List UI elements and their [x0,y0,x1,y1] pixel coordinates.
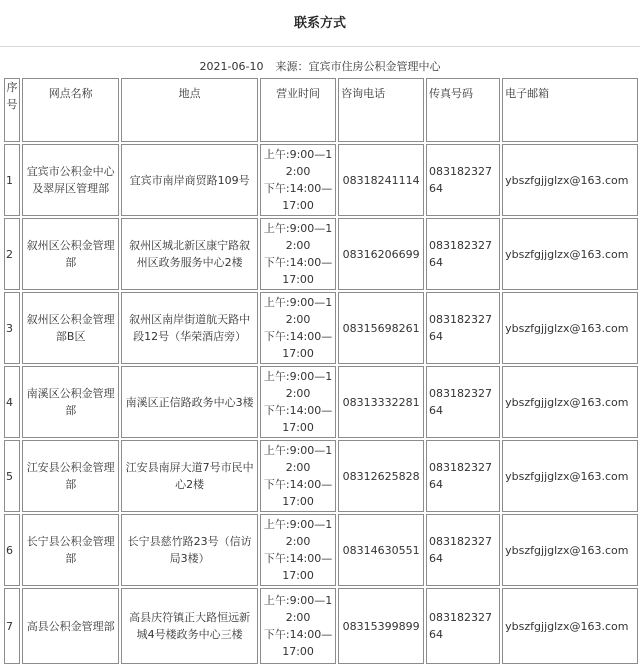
hours-morning: 上午:9:00—12:00 [263,594,333,624]
title-divider [0,46,640,47]
row-address: 宜宾市南岸商贸路109号 [121,144,258,216]
table-row [4,440,638,512]
row-fax: 08318232764 [426,366,500,438]
row-idx: 1 [4,144,20,216]
row-name: 高县公积金管理部 [22,588,119,664]
row-phone: 08315698261 [338,292,424,364]
row-name: 叙州区公积金管理部B区 [22,292,119,364]
row-name: 宜宾市公积金中心及翠屏区管理部 [22,144,119,216]
hours-morning: 上午:9:00—12:00 [263,370,333,400]
row-idx: 7 [4,588,20,664]
row-email: ybszfgjjglzx@163.com [502,218,638,290]
hours-afternoon: 下午:14:00—17:00 [263,256,333,286]
row-address: 高县庆符镇正大路恒远新城4号楼政务中心三楼 [121,588,258,664]
row-email: ybszfgjjglzx@163.com [502,588,638,664]
hours-afternoon: 下午:14:00—17:00 [263,552,333,582]
row-hours [260,144,336,216]
row-address: 江安县南屏大道7号市民中心2楼 [121,440,258,512]
row-fax: 08318232764 [426,218,500,290]
row-hours [260,440,336,512]
row-fax: 08318232764 [426,440,500,512]
publish-date: 2021-06-10 [199,60,264,73]
row-fax: 08318232764 [426,292,500,364]
row-idx: 5 [4,440,20,512]
row-phone: 08316206699 [338,218,424,290]
header-idx: 序号 [4,78,20,142]
hours-afternoon: 下午:14:00—17:00 [263,628,333,658]
row-email: ybszfgjjglzx@163.com [502,292,638,364]
row-phone: 08312625828 [338,440,424,512]
header-name: 网点名称 [22,78,119,142]
table-row [4,588,638,664]
row-email: ybszfgjjglzx@163.com [502,440,638,512]
row-name: 南溪区公积金管理部 [22,366,119,438]
hours-morning: 上午:9:00—12:00 [263,296,333,326]
row-idx: 3 [4,292,20,364]
row-fax: 08318232764 [426,514,500,586]
hours-morning: 上午:9:00—12:00 [263,518,333,548]
row-idx: 2 [4,218,20,290]
header-email: 电子邮箱 [502,78,638,142]
row-address: 叙州区城北新区康宁路叙州区政务服务中心2楼 [121,218,258,290]
row-email: ybszfgjjglzx@163.com [502,514,638,586]
row-phone: 08313332281 [338,366,424,438]
table-row [4,292,638,364]
table-header-row [4,78,638,142]
contact-table [2,76,640,666]
row-idx: 6 [4,514,20,586]
row-address: 南溪区正信路政务中心3楼 [121,366,258,438]
table-row [4,218,638,290]
row-hours [260,514,336,586]
row-email: ybszfgjjglzx@163.com [502,366,638,438]
row-email: ybszfgjjglzx@163.com [502,144,638,216]
row-phone: 08315399899 [338,588,424,664]
row-hours [260,366,336,438]
row-hours [260,292,336,364]
article-meta [0,58,640,74]
row-fax: 08318232764 [426,588,500,664]
table-row [4,514,638,586]
row-phone: 08318241114 [338,144,424,216]
hours-morning: 上午:9:00—12:00 [263,148,333,178]
hours-morning: 上午:9:00—12:00 [263,222,333,252]
row-hours [260,588,336,664]
hours-afternoon: 下午:14:00—17:00 [263,182,333,212]
hours-afternoon: 下午:14:00—17:00 [263,478,333,508]
hours-afternoon: 下午:14:00—17:00 [263,330,333,360]
row-fax: 08318232764 [426,144,500,216]
hours-afternoon: 下午:14:00—17:00 [263,404,333,434]
source-label: 来源：宜宾市住房公积金管理中心 [275,60,441,73]
page-title: 联系方式 [293,16,346,31]
row-hours [260,218,336,290]
row-idx: 4 [4,366,20,438]
header-address: 地点 [121,78,258,142]
table-row [4,144,638,216]
header-fax: 传真号码 [426,78,500,142]
row-address: 长宁县慈竹路23号（信访局3楼） [121,514,258,586]
hours-morning: 上午:9:00—12:00 [263,444,333,474]
header-phone: 咨询电话 [338,78,424,142]
table-row [4,366,638,438]
row-name: 长宁县公积金管理部 [22,514,119,586]
row-name: 叙州区公积金管理部 [22,218,119,290]
row-phone: 08314630551 [338,514,424,586]
row-address: 叙州区南岸街道航天路中段12号（华荣酒店旁） [121,292,258,364]
header-hours: 营业时间 [260,78,336,142]
row-name: 江安县公积金管理部 [22,440,119,512]
